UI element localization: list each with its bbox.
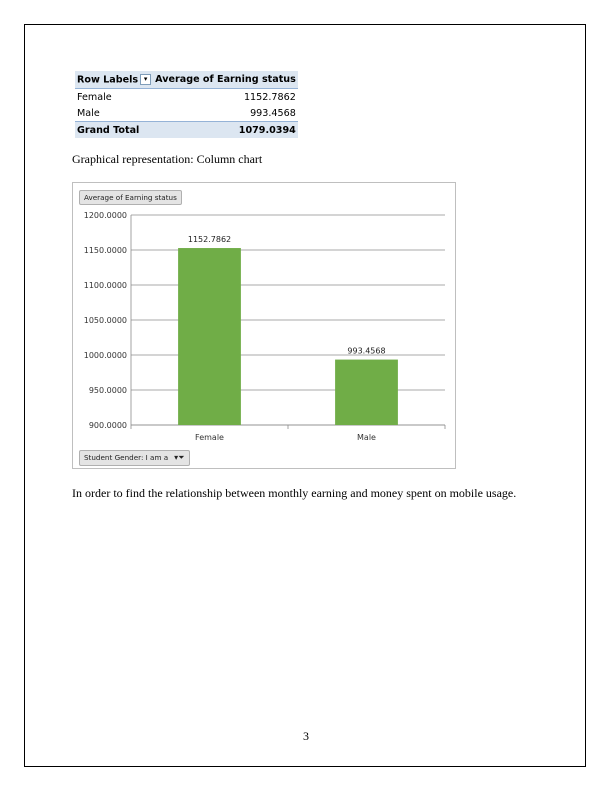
y-tick-label: 950.0000 bbox=[88, 386, 127, 395]
bar bbox=[178, 248, 241, 425]
axis-field-filter-button[interactable] bbox=[79, 450, 190, 466]
data-label: 993.4568 bbox=[347, 346, 386, 356]
grand-total-value: 1079.0394 bbox=[153, 122, 298, 139]
y-tick-label: 1050.0000 bbox=[83, 316, 127, 325]
row-label: Female bbox=[77, 91, 112, 103]
y-tick-label: 1150.0000 bbox=[83, 246, 127, 255]
axis-field-label: Student Gender: I am a bbox=[84, 453, 169, 462]
chart-plot-area bbox=[73, 183, 457, 470]
row-labels-header[interactable] bbox=[75, 71, 153, 89]
filter-dropdown-icon[interactable]: ▾ bbox=[140, 74, 151, 85]
bar bbox=[335, 360, 398, 425]
x-tick-label: Male bbox=[357, 433, 376, 442]
filter-funnel-icon: ▾⏷ bbox=[174, 453, 185, 462]
row-value: 1152.7862 bbox=[243, 91, 296, 103]
chart-caption: Graphical representation: Column chart bbox=[72, 152, 263, 166]
pivot-table bbox=[75, 71, 298, 138]
y-tick-label: 1200.0000 bbox=[83, 211, 127, 220]
value-field-button[interactable]: Average of Earning status bbox=[79, 190, 182, 205]
column-chart[interactable] bbox=[72, 182, 456, 469]
page-number: 3 bbox=[303, 729, 309, 743]
table-row bbox=[75, 89, 298, 106]
x-tick-label: Female bbox=[195, 433, 224, 442]
grand-total-label: Grand Total bbox=[75, 122, 153, 139]
value-header: Average of Earning status bbox=[153, 71, 298, 89]
y-tick-label: 900.0000 bbox=[88, 421, 127, 430]
table-row bbox=[75, 105, 298, 122]
row-value: 993.4568 bbox=[250, 107, 296, 119]
pivot-header-row bbox=[75, 71, 298, 89]
data-label: 1152.7862 bbox=[187, 235, 232, 245]
y-tick-label: 1100.0000 bbox=[83, 281, 127, 290]
body-paragraph: In order to find the relationship between monthly earning and money spent on mobile usage. bbox=[72, 486, 517, 500]
row-labels-text: Row Labels bbox=[77, 74, 139, 86]
y-tick-label: 1000.0000 bbox=[83, 351, 127, 360]
row-label: Male bbox=[77, 107, 100, 119]
grand-total-row bbox=[75, 122, 298, 139]
